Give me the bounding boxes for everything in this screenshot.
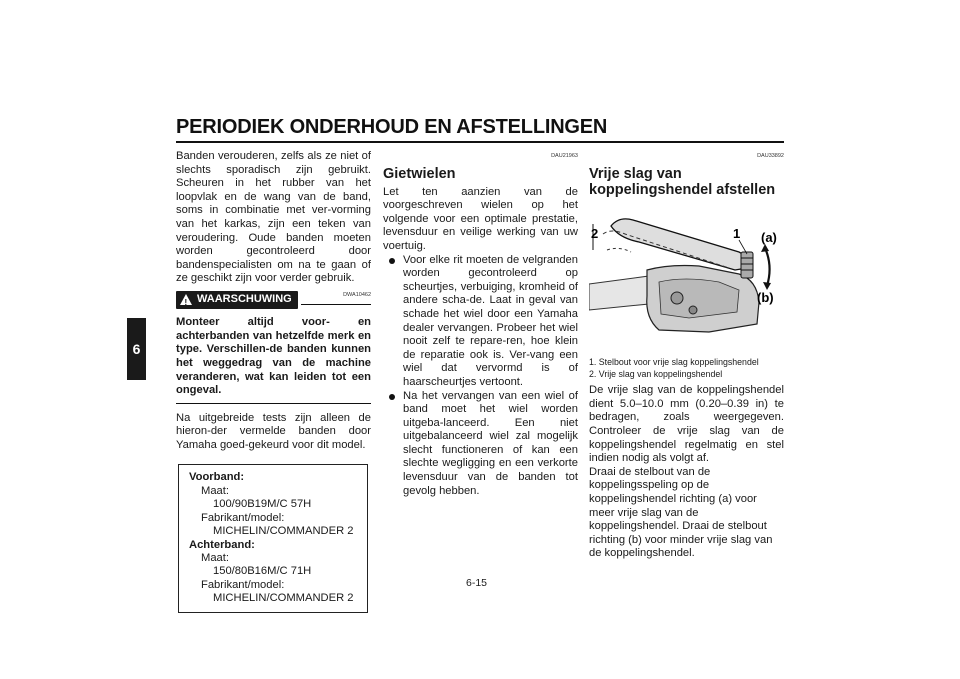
rear-model-value: MICHELIN/COMMANDER 2 [213, 592, 354, 605]
warning-code: DWA10462 [343, 291, 371, 298]
wheels-intro: Let ten aanzien van de voorgeschreven wielen op het volgende voor een optimale prestatie, levensduur en veilige werking van uw voertuig. [383, 185, 578, 252]
figure-label-1: 1 [733, 225, 741, 241]
front-model-value: MICHELIN/COMMANDER 2 [213, 525, 354, 538]
warning-text: Monteer altijd voor- en achterbanden van hetzelfde merk en type. Verschillen-de banden kunnen het weggedrag van de machine veranderen, wat kan leiden tot een ongeval. [176, 316, 371, 404]
section-code: DAU33892 [757, 153, 784, 159]
page-number: 6-15 [466, 577, 488, 589]
list-item [383, 254, 578, 390]
warning-label: WAARSCHUWING [197, 292, 292, 305]
rear-size-value: 150/80B16M/C 71H [213, 565, 312, 578]
bullet-icon [389, 394, 395, 400]
figure-label-b: (b) [757, 289, 774, 305]
warning-badge [176, 291, 298, 309]
column-tires [176, 150, 371, 613]
clutch-adjust-paragraph: Draai de stelbout van de koppelingsspeling op de koppelingshendel richting (a) voor meer vrije slag van de koppelingshendel. Draai de stelbout richting (b) voor minder vrije slag van de koppelingshendel. [589, 465, 773, 560]
tire-aging-paragraph: Banden verouderen, zelfs als ze niet of slechts sporadisch zijn gebruikt. Scheuren in het rubber van het loopvlak en de wang van de band, soms in combinatie met ver-vorming van het karkas, zijn een teken van veroudering. Oude banden moeten worden gecontroleerd door bandenspecialisten om na te gaan of ze geschikt zijn voor verder gebruik. [176, 150, 371, 285]
front-maker-label: Fabrikant/model: [201, 511, 285, 524]
chapter-tab: 6 [127, 318, 146, 380]
tire-spec-box [178, 464, 368, 612]
front-size-label: Maat: [201, 484, 229, 497]
bullet-text: Voor elke rit moeten de velgranden worden gecontroleerd op scheurtjes, verbuiging, kromheid of andere scha-de. Laat in geval van schade het wiel door een Yamaha dealer vervangen. Probeer het wiel nooit zelf te repare-ren, hoe klein de reparatie ook is. Ver-vang een wiel dat vervormd is of haarscheurtjes vertoont. [403, 253, 578, 388]
rear-size-label: Maat: [201, 551, 229, 564]
header-rule [176, 141, 784, 143]
warning-rule [301, 304, 371, 305]
bullet-text: Na het vervangen van een wiel of band moet het wiel worden uitgeba-lanceerd. Een niet uitgebalanceerd wiel zal mogelijk slecht functioneren of kan een slechte wegligging en een verkorte levensduur van de banden tot gevolg hebben. [403, 389, 578, 497]
figure-captions [589, 356, 784, 380]
section-code: DAU21963 [551, 153, 578, 159]
clutch-body-paragraph: De vrije slag van de koppelingshendel dient 5.0–10.0 mm (0.20–0.39 in) te bedragen, zoals weergegeven. Controleer de vrije slag van de koppelingshendel regelmatig en stel indien nodig als volgt af. [589, 384, 784, 465]
front-size-value: 100/90B19M/C 57H [213, 498, 312, 511]
section-title: Gietwielen [383, 165, 456, 182]
caption-1: 1. Stelbout voor vrije slag koppelingshendel [589, 357, 759, 368]
section-title: Vrije slag van koppelingshendel afstellen [589, 165, 776, 198]
rear-maker-label: Fabrikant/model: [201, 578, 285, 591]
front-tire-label: Voorband: [189, 471, 245, 484]
page-title: PERIODIEK ONDERHOUD EN AFSTELLINGEN [176, 116, 608, 138]
rear-tire-label: Achterband: [189, 538, 255, 551]
column-cast-wheels [383, 150, 578, 498]
warning-triangle-icon: ! [180, 294, 192, 305]
bullet-icon [389, 258, 395, 264]
caption-2: 2. Vrije slag van koppelingshendel [589, 369, 723, 380]
list-item [383, 390, 578, 499]
figure-label-a: (a) [761, 229, 777, 245]
wheels-bullet-list [383, 254, 578, 499]
clutch-lever-figure [589, 206, 784, 346]
column-clutch-lever [589, 150, 784, 561]
approved-tires-paragraph: Na uitgebreide tests zijn alleen de hieron-der vermelde banden door Yamaha goed-gekeurd voor dit model. [176, 411, 371, 451]
figure-label-2: 2 [591, 225, 599, 241]
